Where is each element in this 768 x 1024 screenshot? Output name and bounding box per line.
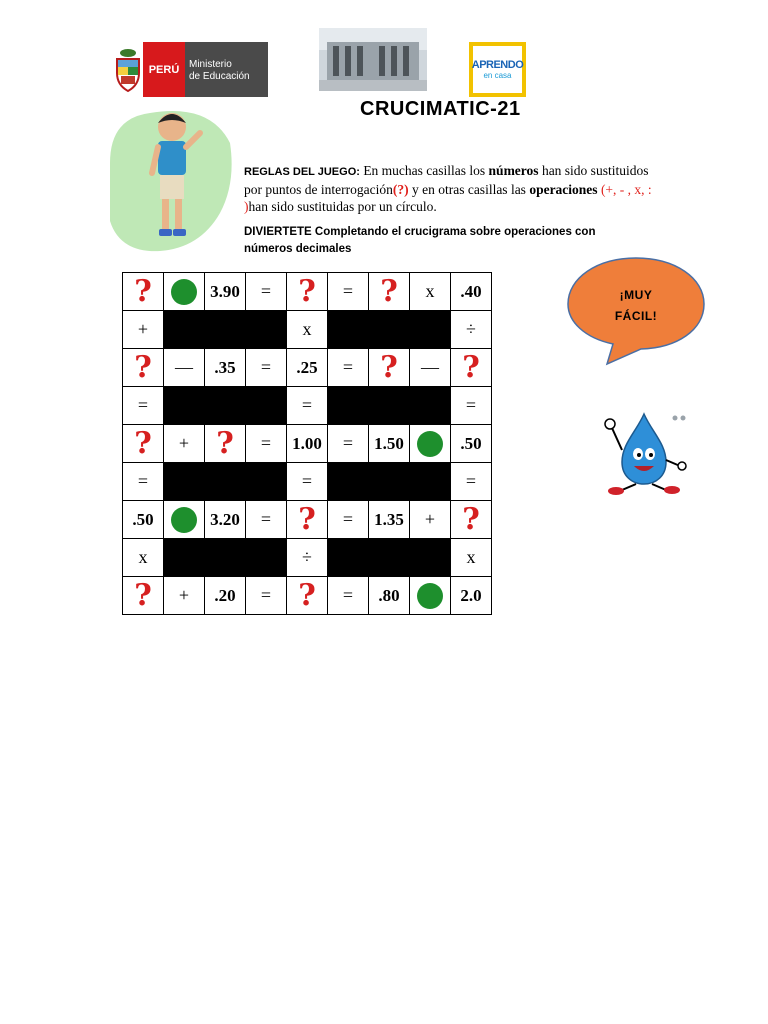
question-mark-icon: ? (380, 273, 398, 309)
number-cell: 1.50 (369, 425, 410, 463)
water-drop-mascot (600, 410, 692, 496)
unknown-operation-cell[interactable] (410, 577, 451, 615)
coat-of-arms-icon (112, 45, 144, 95)
question-mark-icon: ? (298, 501, 316, 537)
number-cell: .50 (451, 425, 492, 463)
question-mark-icon: ? (380, 349, 398, 385)
unknown-number-cell[interactable] (287, 273, 328, 311)
grid-row (123, 425, 492, 463)
operator-cell: + (164, 577, 205, 615)
question-mark-icon: ? (216, 425, 234, 461)
question-mark-icon: ? (134, 577, 152, 613)
operator-cell: = (328, 349, 369, 387)
unknown-number-cell[interactable] (123, 273, 164, 311)
operator-cell: = (328, 273, 369, 311)
black-cell (328, 463, 451, 501)
grid-row (123, 349, 492, 387)
operator-cell: + (410, 501, 451, 539)
unknown-number-cell[interactable] (123, 425, 164, 463)
green-circle-icon (171, 279, 197, 305)
question-mark-icon: ? (134, 349, 152, 385)
bubble-text: ¡MUY FÁCIL! (614, 288, 658, 323)
peru-label: PERÚ (143, 42, 185, 97)
number-cell: 1.35 (369, 501, 410, 539)
operator-cell: = (287, 387, 328, 425)
question-mark-icon: ? (298, 577, 316, 613)
operator-cell: = (451, 387, 492, 425)
operator-cell: x (410, 273, 451, 311)
operator-cell: = (246, 273, 287, 311)
number-cell: .35 (205, 349, 246, 387)
question-mark-icon: ? (134, 273, 152, 309)
operator-cell: = (123, 387, 164, 425)
instructions-text: DIVIERTETE Completando el crucigrama sobre operaciones con números decimales (244, 226, 596, 255)
unknown-number-cell[interactable] (123, 349, 164, 387)
black-cell (328, 387, 451, 425)
number-cell: .25 (287, 349, 328, 387)
operator-cell: x (451, 539, 492, 577)
school-building-image (319, 28, 427, 91)
question-mark-icon: ? (298, 273, 316, 309)
unknown-number-cell[interactable] (205, 425, 246, 463)
number-cell: 3.20 (205, 501, 246, 539)
black-cell (164, 387, 287, 425)
page-title: CRUCIMATIC-21 (360, 98, 521, 120)
question-mark-icon: ? (462, 349, 480, 385)
unknown-number-cell[interactable] (451, 349, 492, 387)
operator-cell: = (246, 577, 287, 615)
operator-cell: — (410, 349, 451, 387)
operator-cell: = (246, 349, 287, 387)
number-cell: 1.00 (287, 425, 328, 463)
green-circle-icon (417, 583, 443, 609)
number-cell: .20 (205, 577, 246, 615)
grid-row (123, 463, 492, 501)
black-cell (328, 311, 451, 349)
question-mark-icon: ? (462, 501, 480, 537)
number-cell: 3.90 (205, 273, 246, 311)
unknown-number-cell[interactable] (123, 577, 164, 615)
operator-cell: x (123, 539, 164, 577)
number-cell: .40 (451, 273, 492, 311)
unknown-operation-cell[interactable] (410, 425, 451, 463)
grid-row (123, 577, 492, 615)
game-rules: REGLAS DEL JUEGO: En muchas casillas los números han sido sustituidos por puntos de interrogación(?) y en otras casillas las operaciones (+, - , x, : )han sido sustituidas por un círculo. (244, 163, 652, 214)
unknown-number-cell[interactable] (369, 273, 410, 311)
number-cell: 2.0 (451, 577, 492, 615)
grid-row (123, 311, 492, 349)
operator-cell: — (164, 349, 205, 387)
ministry-logo (110, 42, 268, 97)
crossword-grid (122, 272, 492, 615)
black-cell (328, 539, 451, 577)
operator-cell: = (328, 425, 369, 463)
operator-cell: = (246, 501, 287, 539)
unknown-number-cell[interactable] (287, 577, 328, 615)
operator-cell: = (328, 501, 369, 539)
black-cell (164, 539, 287, 577)
grid-row (123, 501, 492, 539)
question-mark-icon: ? (134, 425, 152, 461)
operator-cell: = (246, 425, 287, 463)
black-cell (164, 463, 287, 501)
grid-row (123, 539, 492, 577)
black-cell (164, 311, 287, 349)
operator-cell: = (123, 463, 164, 501)
unknown-operation-cell[interactable] (164, 273, 205, 311)
operator-cell: + (123, 311, 164, 349)
unknown-operation-cell[interactable] (164, 501, 205, 539)
unknown-number-cell[interactable] (287, 501, 328, 539)
number-cell: .80 (369, 577, 410, 615)
operator-cell: = (287, 463, 328, 501)
operator-cell: ÷ (451, 311, 492, 349)
green-circle-icon (171, 507, 197, 533)
operator-cell: = (328, 577, 369, 615)
aprendo-en-casa-logo: APRENDO en casa (469, 42, 526, 97)
grid-row (123, 387, 492, 425)
boy-illustration (110, 103, 233, 253)
unknown-number-cell[interactable] (369, 349, 410, 387)
ministry-name: Ministerio de Educación (185, 42, 268, 97)
unknown-number-cell[interactable] (451, 501, 492, 539)
operator-cell: ÷ (287, 539, 328, 577)
number-cell: .50 (123, 501, 164, 539)
rules-label: REGLAS DEL JUEGO: (244, 166, 360, 178)
operator-cell: = (451, 463, 492, 501)
operator-cell: x (287, 311, 328, 349)
operator-cell: + (164, 425, 205, 463)
green-circle-icon (417, 431, 443, 457)
grid-row (123, 273, 492, 311)
